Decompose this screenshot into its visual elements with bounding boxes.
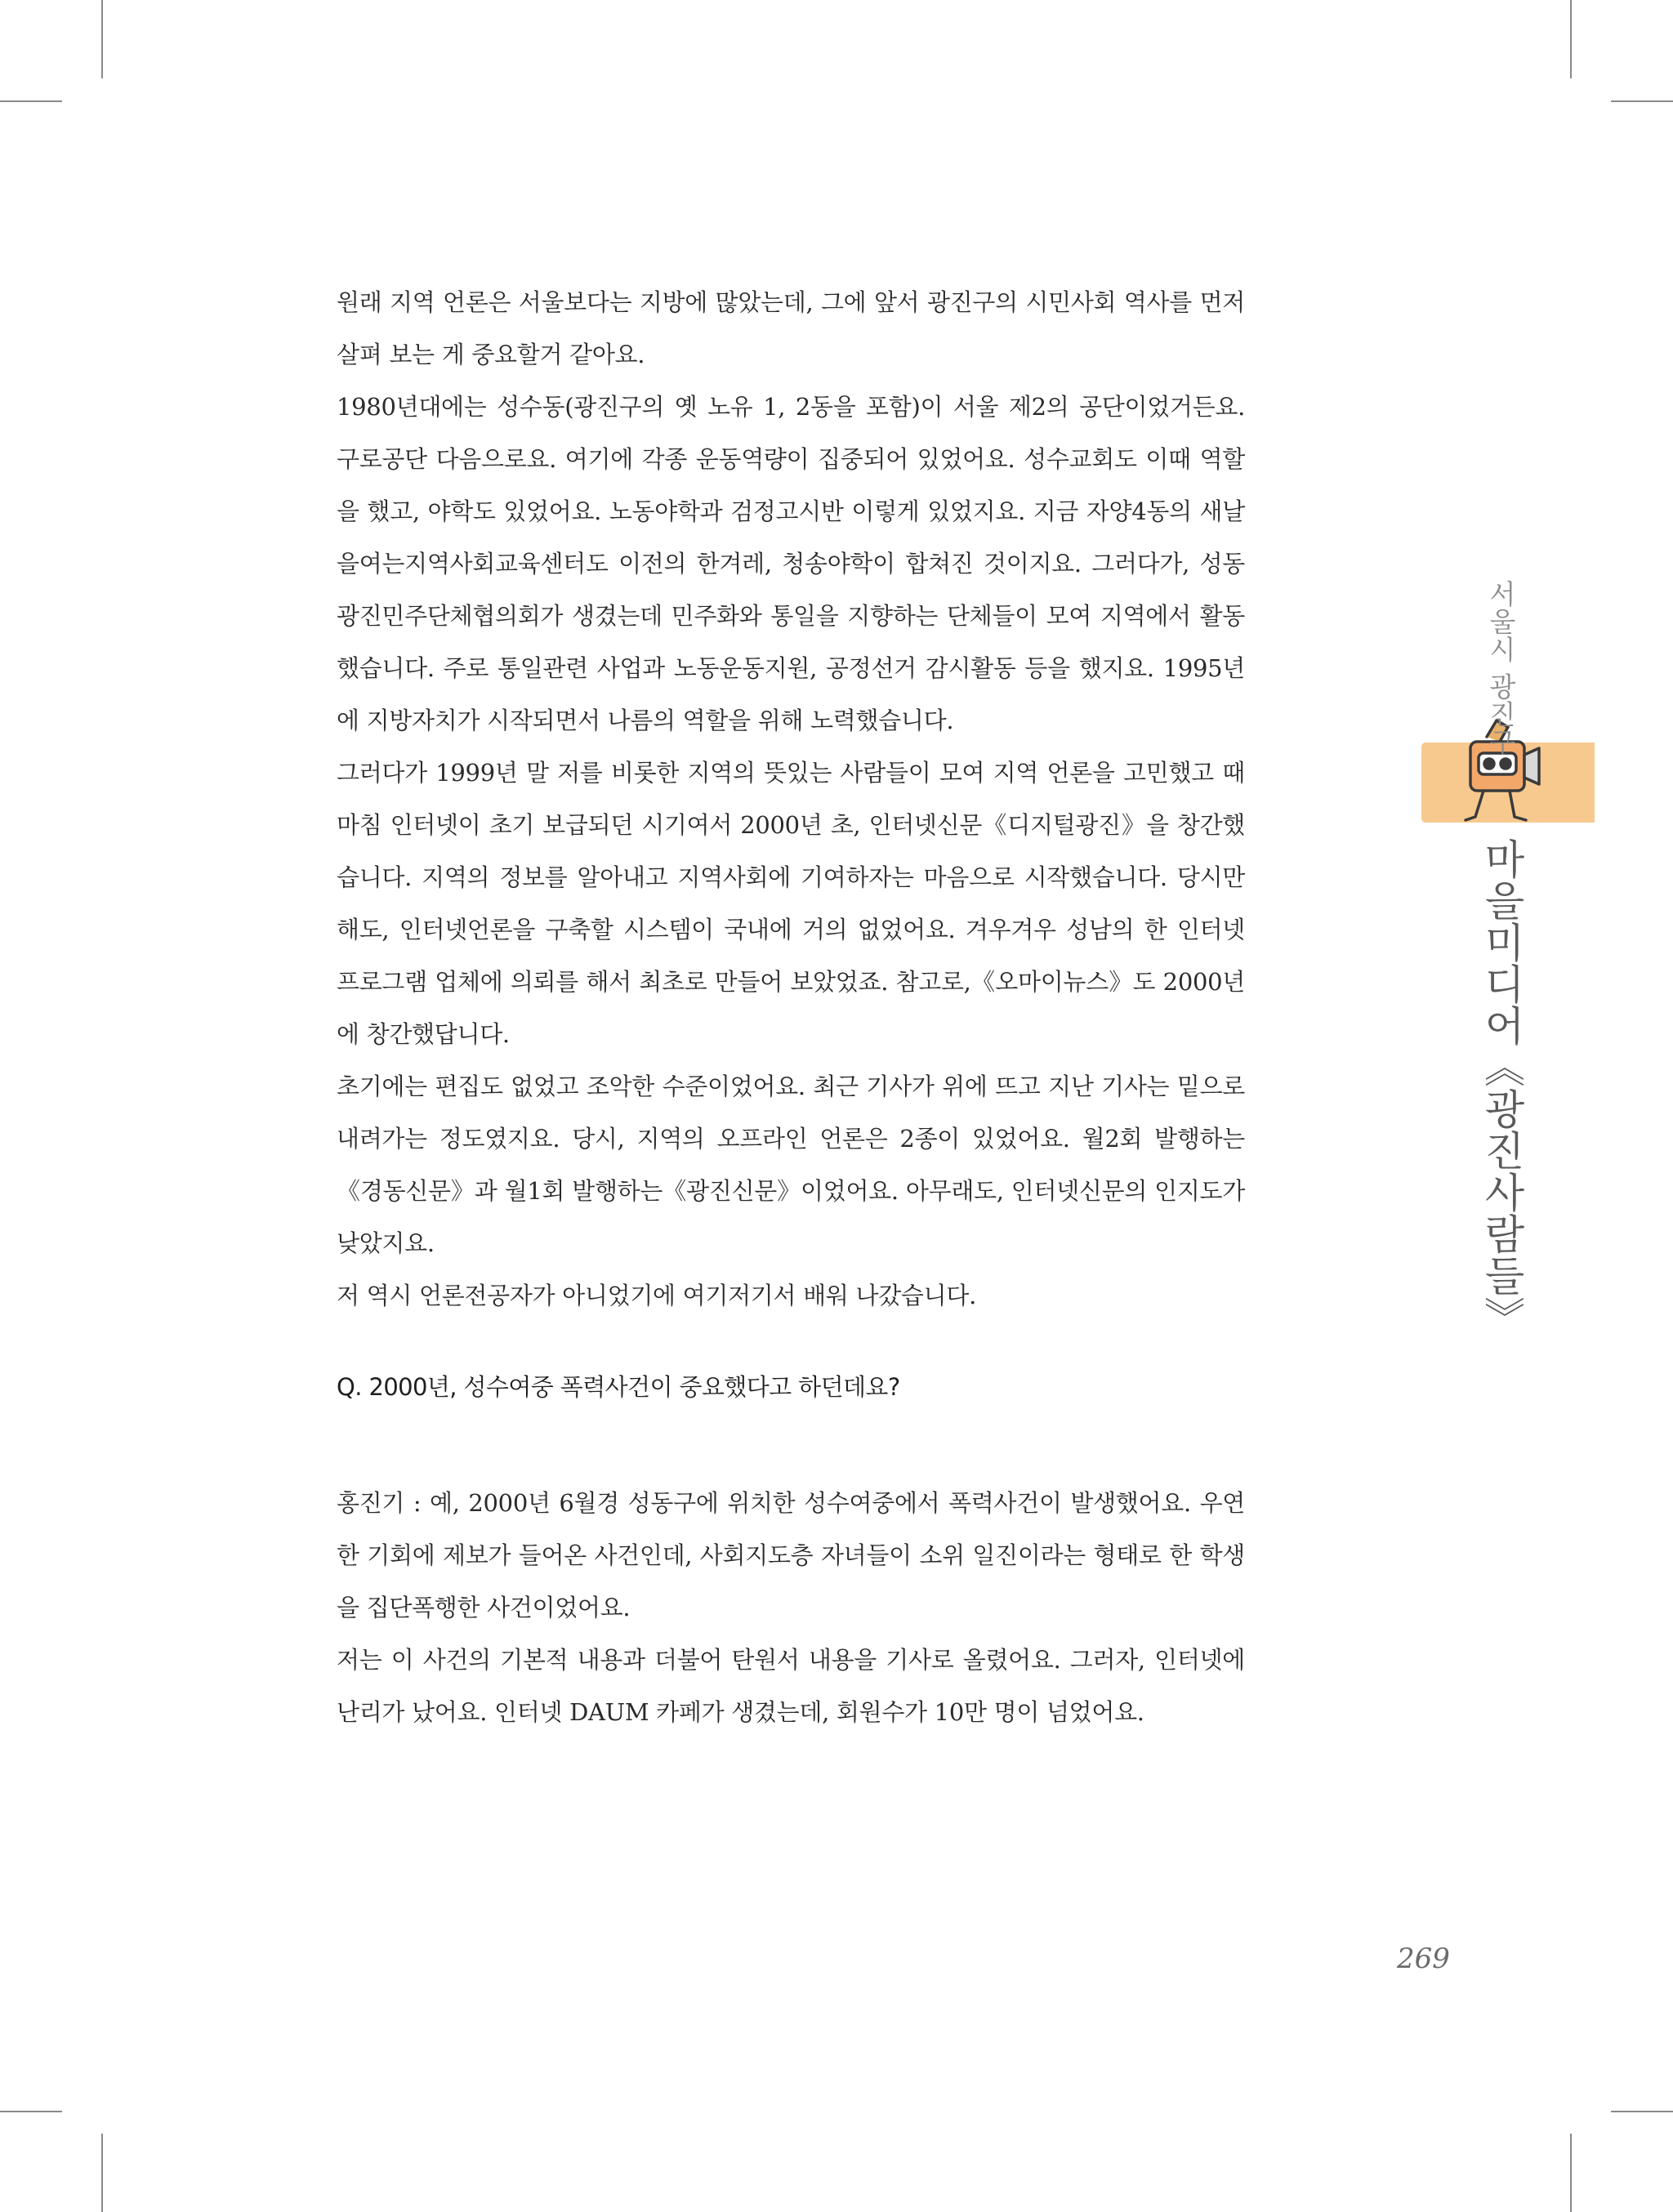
paragraph: 원래 지역 언론은 서울보다는 지방에 많았는데, 그에 앞서 광진구의 시민사회 역사를 먼저 살펴 보는 게 중요할거 같아요. [337, 288, 1245, 368]
crop-mark-top-left-horizontal [0, 100, 62, 102]
page-number: 269 [1397, 1942, 1450, 1975]
book-title: 마을미디어《광진사람들》 [1478, 838, 1525, 1338]
paragraph: 1980년대에는 성수동(광진구의 옛 노유 1, 2동을 포함)이 서울 제2의 공단이었거든요. 구로공단 다음으로요. 여기에 각종 운동역량이 집중되어 있었어요. 성수교회도 이때 역할을 했고, 야학도 있었어요. 노동야학과 검정고시반 이렇게 있었지요. 지금 자양4동의 새날을여는지역사회교육센터도 이전의 한겨레, 청송야학이 합쳐진 것이지요. 그러다가, 성동광진민주단체협의회가 생겼는데 민주화와 통일을 지향하는 단체들이 모여 지역에서 활동했습니다. 주로 통일관련 사업과 노동운동지원, 공정선거 감시활동 등을 했지요. 1995년에 지방자치가 시작되면서 나름의 역할을 위해 노력했습니다. [337, 393, 1245, 734]
answer-paragraph: 홍진기 : 예, 2000년 6월경 성동구에 위치한 성수여중에서 폭력사건이 발생했어요. 우연한 기회에 제보가 들어온 사건인데, 사회지도층 자녀들이 소위 일진이라는 형태로 한 학생을 집단폭행한 사건이었어요. [337, 1489, 1245, 1621]
crop-mark-bottom-left-vertical [101, 2134, 103, 2212]
crop-mark-bottom-left-horizontal [0, 2111, 62, 2112]
paragraph: 초기에는 편집도 없었고 조악한 수준이었어요. 최근 기사가 위에 뜨고 지난 기사는 밑으로 내려가는 정도였지요. 당시, 지역의 오프라인 언론은 2종이 있었어요. 월2회 발행하는《경동신문》과 월1회 발행하는《광진신문》이었어요. 아무래도, 인터넷신문의 인지도가 낮았지요. [337, 1073, 1245, 1257]
interview-question: Q. 2000년, 성수여중 폭력사건이 중요했다고 하던데요? [337, 1373, 900, 1401]
answer-paragraph: 저는 이 사건의 기본적 내용과 더불어 탄원서 내용을 기사로 올렸어요. 그러자, 인터넷에 난리가 났어요. 인터넷 DAUM 카페가 생겼는데, 회원수가 10만 명이 넘었어요. [337, 1646, 1245, 1726]
paragraph: 그러다가 1999년 말 저를 비롯한 지역의 뜻있는 사람들이 모여 지역 언론을 고민했고 때마침 인터넷이 초기 보급되던 시기여서 2000년 초, 인터넷신문《디지털광진》을 창간했습니다. 지역의 정보를 알아내고 지역사회에 기여하자는 마음으로 시작했습니다. 당시만 해도, 인터넷언론을 구축할 시스템이 국내에 거의 없었어요. 겨우겨우 성남의 한 인터넷 프로그램 업체에 의뢰를 해서 최초로 만들어 보았었죠. 참고로,《오마이뉴스》도 2000년에 창간했답니다. [337, 759, 1245, 1048]
interview-body [337, 276, 1245, 1738]
paragraph: 저 역시 언론전공자가 아니었기에 여기저기서 배워 나갔습니다. [337, 1282, 976, 1309]
running-head [1452, 0, 1673, 2212]
crop-mark-top-left-vertical [101, 0, 103, 78]
district-label: 서울시 광진구 [1485, 580, 1517, 756]
